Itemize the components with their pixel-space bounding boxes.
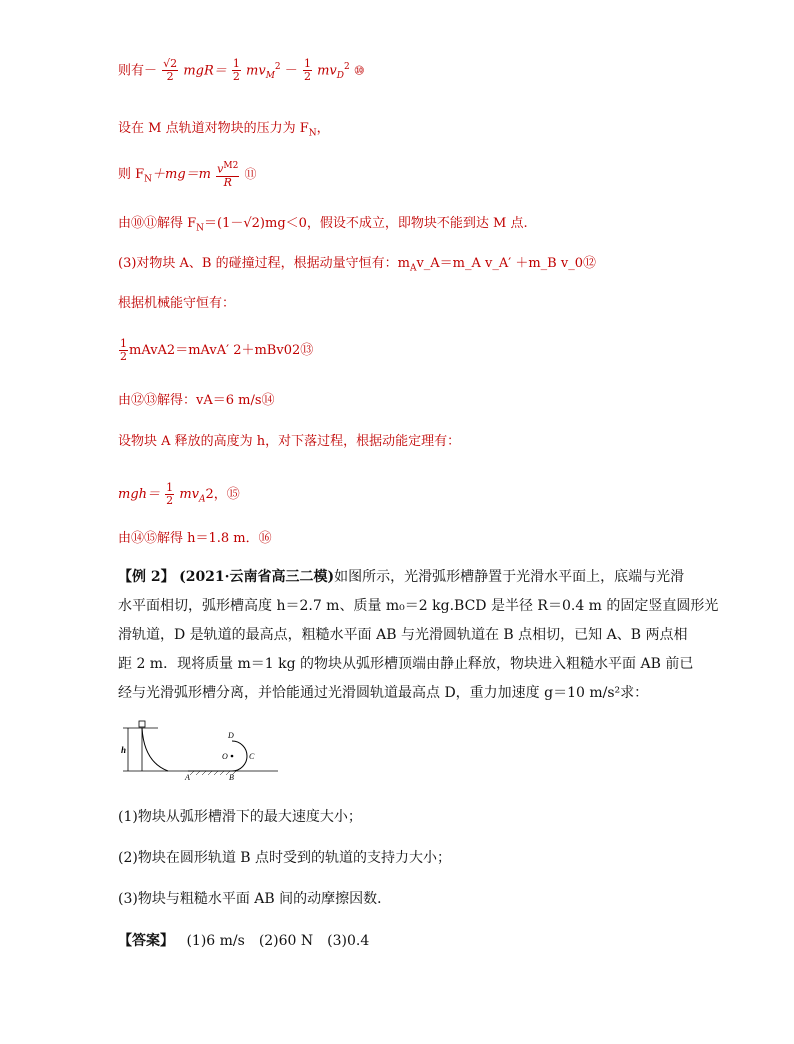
text-line: (3)对物块 A、B 的碰撞过程，根据动量守恒有：$m_Av\_A=m\_A$ v_A′ ＋m_B v_0⑫	[118, 256, 596, 274]
fraction: $\frac{1}{2}$	[232, 57, 240, 84]
label-h: h	[121, 745, 127, 755]
text-line: 设物块 A 释放的高度为 h，对下落过程，根据动能定理有：	[118, 434, 461, 449]
track-diagram	[118, 718, 278, 780]
example-line-3: 滑轨道，D 是轨道的最高点，粗糙水平面 AB 与光滑圆轨道在 B 点相切，已知 A、B 两点相	[118, 627, 688, 643]
equation-10: 则有－ $\frac{√2}{2}$ mgR＝ $\frac{1}{2}$ $mv_M^2$ － $\frac{1}{2}$ $mv_D^2$ ⑩	[118, 57, 365, 84]
question-1: (1)物块从弧形槽滑下的最大速度大小；	[118, 809, 362, 825]
svg-text:D: D	[228, 731, 234, 740]
question-2: (2)物块在圆形轨道 B 点时受到的轨道的支持力大小；	[118, 850, 452, 866]
example-line-2: 水平面相切，弧形槽高度 h＝2.7 m、质量 m₀＝2 kg.BCD 是半径 R＝0.4 m 的固定竖直圆形光	[118, 598, 719, 614]
answer-line: 【答案】 (1)6 m/s (2)60 N (3)0.4	[118, 933, 370, 949]
svg-text:B: B	[229, 773, 234, 780]
question-3: (3)物块与粗糙水平面 AB 间的动摩擦因数．	[118, 891, 392, 907]
equation-15: mgh＝ $\frac{1}{2}$ $mv_A2$，⑮	[118, 481, 240, 507]
example-line-5: 经与光滑弧形槽分离，并恰能通过光滑圆轨道最高点 D，重力加速度 g＝10 m/s²求：	[118, 685, 649, 701]
text-line: 设在 M 点轨道对物块的压力为 $F_N$，	[118, 121, 330, 139]
equation-16: 由⑭⑮解得 h＝1.8 m．⑯	[118, 531, 272, 546]
equation-11: 则 $F_N+mg=m$ $\frac{v^{M2}}{R}$ ⑪	[118, 161, 257, 189]
block	[139, 721, 145, 727]
equation-13: $\frac{1}{2}$ mAvA2＝mAvA′ 2＋mBv02⑬	[120, 337, 314, 363]
svg-text:O: O	[222, 752, 228, 761]
fraction: $\frac{√2}{2}$	[163, 57, 178, 84]
text-line: 根据机械能守恒有：	[118, 296, 236, 311]
equation-14: 由⑫⑬解得：vA＝6 m/s⑭	[118, 393, 275, 408]
example-line-1: 【例 2】 (2021·云南省高三二模)如图所示，光滑弧形槽静置于光滑水平面上，底端与光滑	[118, 569, 685, 585]
fraction: $\frac{v^{M2}}{R}$	[217, 161, 239, 189]
svg-text:C: C	[249, 752, 255, 761]
text-line: 由⑩⑪解得 $F_N=(1-√2)mg<0$，假设不成立，即物块不能到达 M 点.	[118, 216, 528, 234]
svg-text:A: A	[185, 773, 190, 780]
fraction: $\frac{1}{2}$	[303, 57, 311, 84]
example-line-4: 距 2 m．现将质量 m＝1 kg 的物块从弧形槽顶端由静止释放，物块进入粗糙水平面 AB 前已	[118, 656, 694, 672]
